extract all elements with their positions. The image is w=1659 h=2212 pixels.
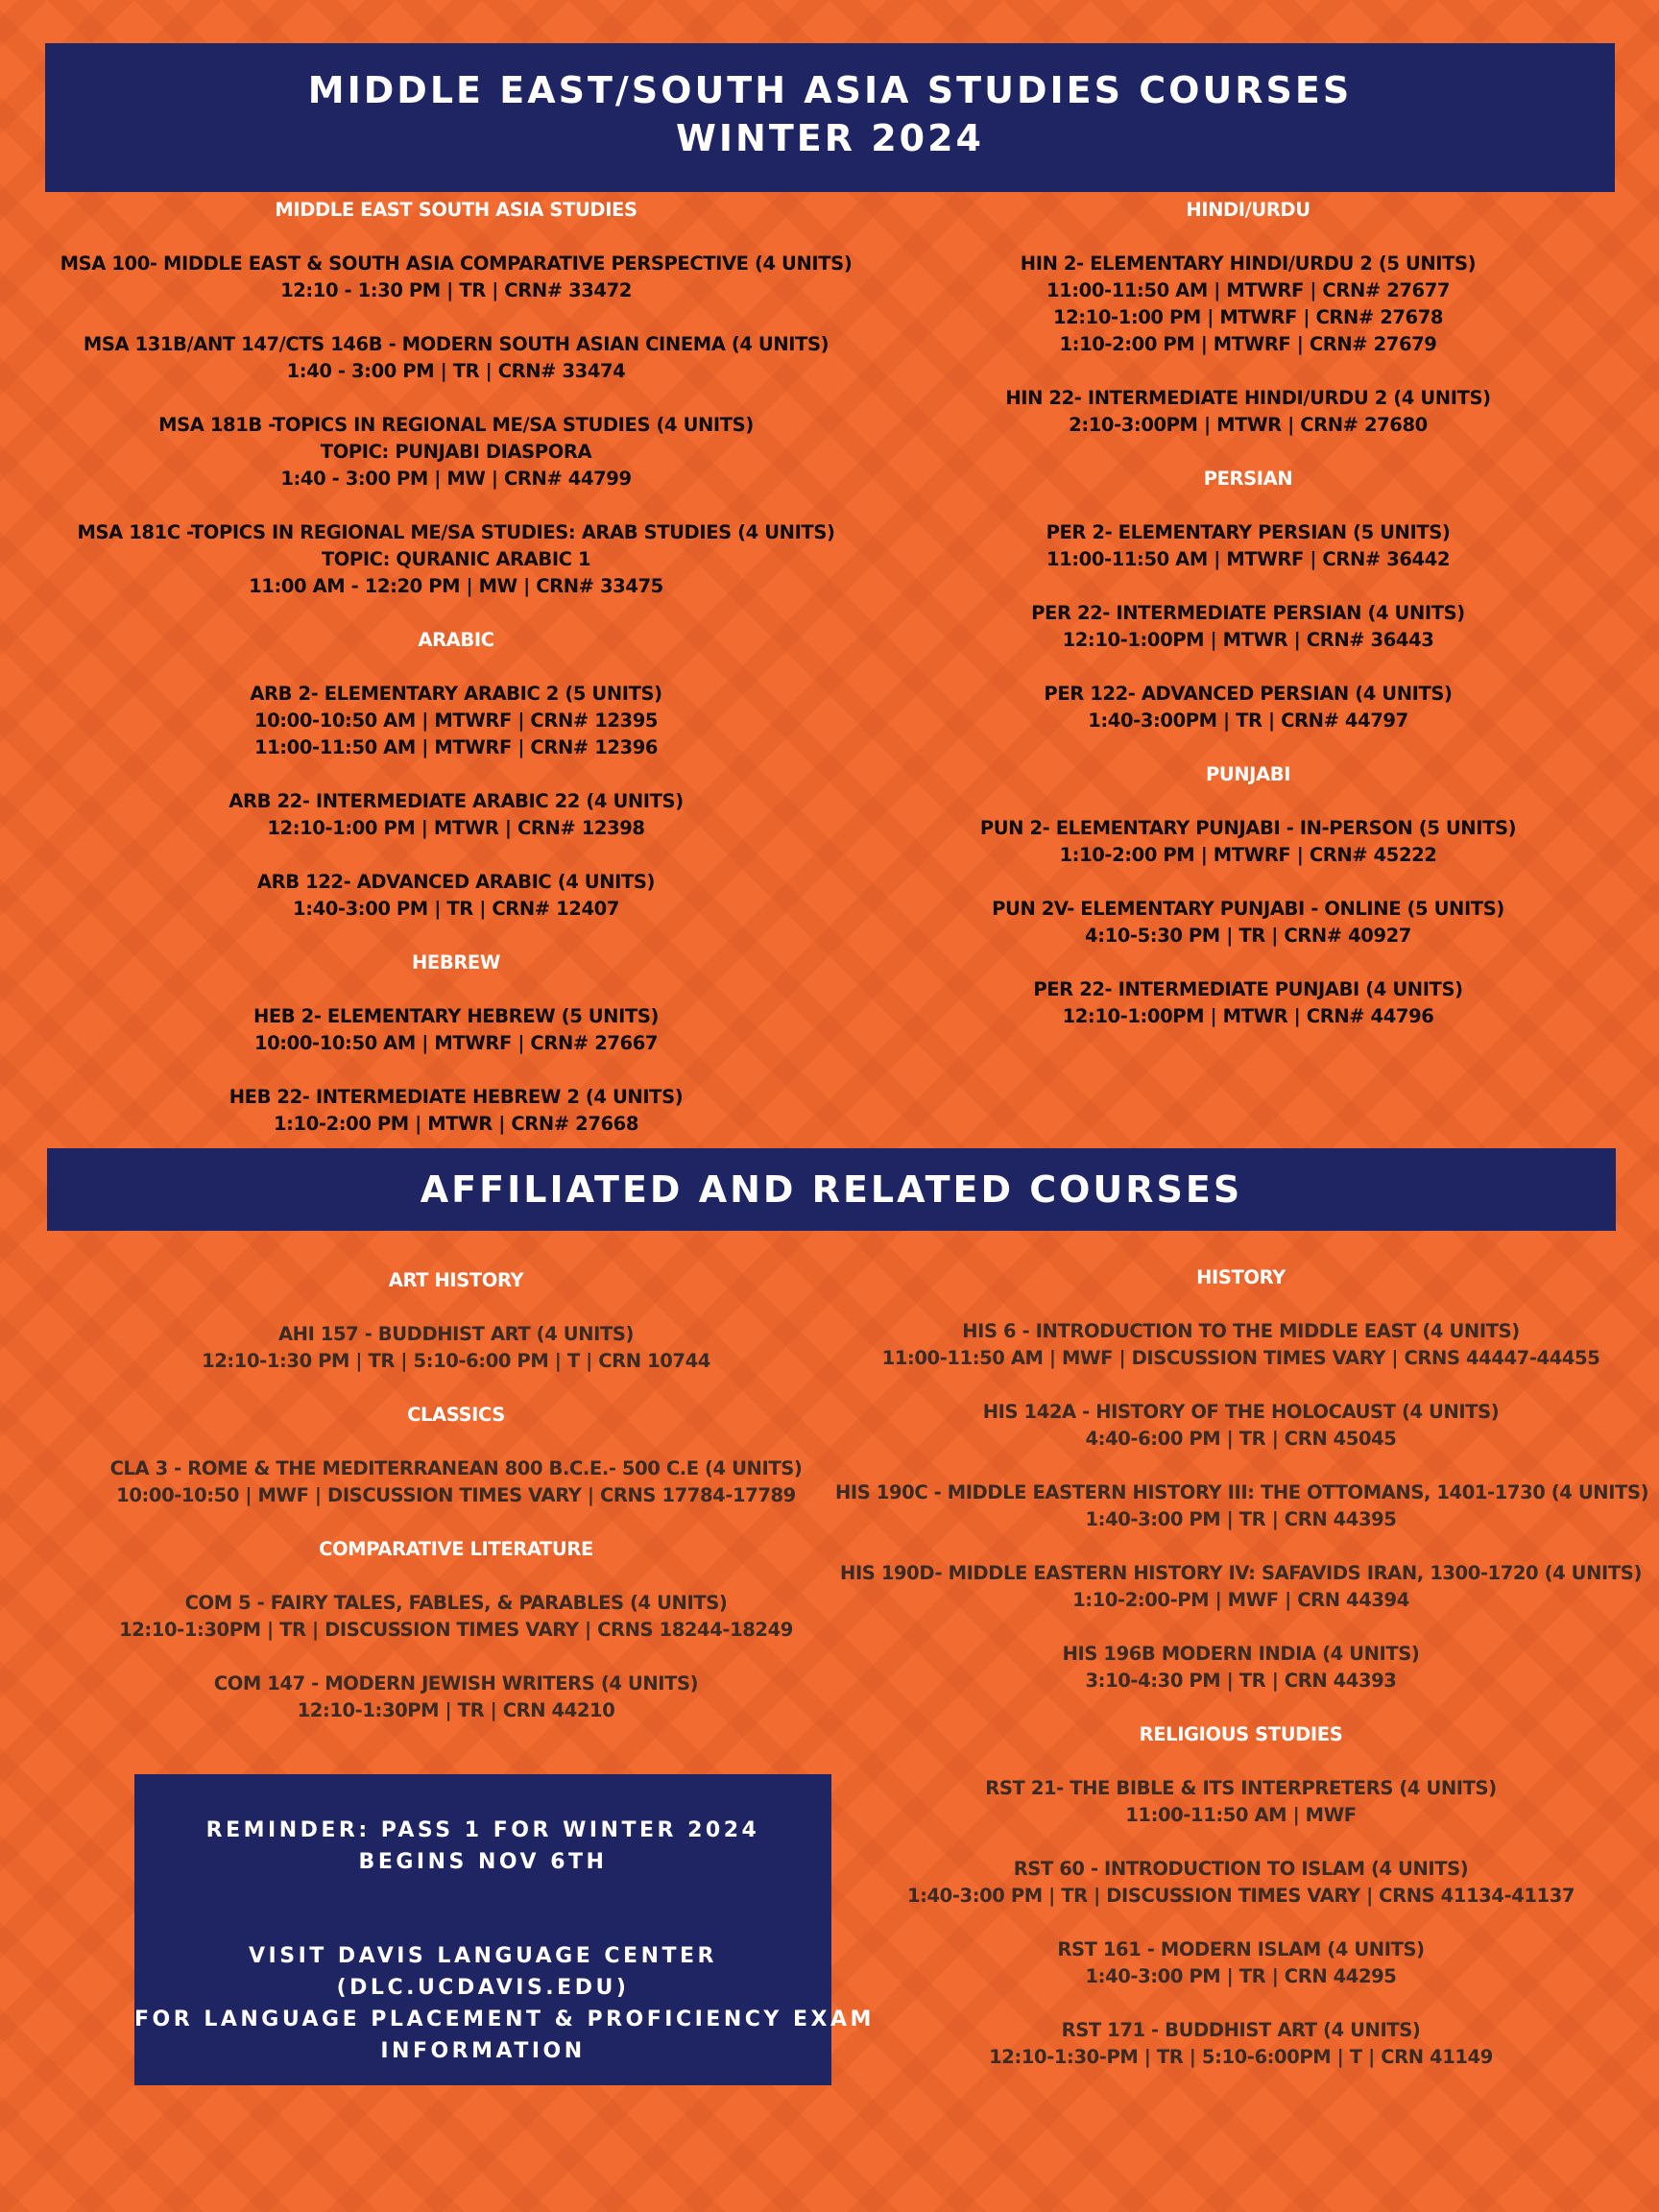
course-title: HEB 22- INTERMEDIATE HEBREW 2 (4 UNITS) <box>228 1086 684 1108</box>
course-schedule: 1:40 - 3:00 PM | TR | CRN# 33474 <box>286 360 626 382</box>
course-title: RST 21- THE BIBLE & ITS INTERPRETERS (4 UNITS) <box>985 1777 1497 1799</box>
course-entry <box>38 1084 874 1138</box>
course-schedule: 12:10-1:30PM | TR | CRN 44210 <box>297 1699 615 1721</box>
course-title: ARB 22- INTERMEDIATE ARABIC 22 (4 UNITS) <box>228 790 684 812</box>
course-title: HIS 6 - INTRODUCTION TO THE MIDDLE EAST (4 UNITS) <box>962 1320 1520 1342</box>
mesa-courses-right-column <box>912 197 1584 1030</box>
course-entry <box>912 976 1584 1030</box>
course-entry <box>38 251 874 304</box>
course-schedule: 10:00-10:50 | MWF | DISCUSSION TIMES VARY | CRNS 17784-17789 <box>116 1484 796 1506</box>
course-schedule: 11:00-11:50 AM | MWF <box>1125 1804 1357 1826</box>
course-title: COM 5 - FAIRY TALES, FABLES, & PARABLES (4 UNITS) <box>184 1592 728 1614</box>
course-title: CLA 3 - ROME & THE MEDITERRANEAN 800 B.C.E.- 500 C.E (4 UNITS) <box>109 1457 803 1479</box>
course-entry <box>835 1318 1647 1372</box>
reminder-line: VISIT DAVIS LANGUAGE CENTER <box>249 1944 717 1968</box>
course-entry <box>38 412 874 493</box>
course-entry <box>835 1775 1647 1829</box>
section-heading: ARABIC <box>418 629 494 651</box>
course-schedule: 11:00-11:50 AM | MWF | DISCUSSION TIMES VARY | CRNS 44447-44455 <box>881 1347 1600 1369</box>
course-schedule: 11:00-11:50 AM | MTWRF | CRN# 36442 <box>1046 548 1451 570</box>
course-entry <box>912 896 1584 950</box>
course-entry <box>912 519 1584 573</box>
course-entry <box>912 681 1584 734</box>
course-title: PER 22- INTERMEDIATE PERSIAN (4 UNITS) <box>1031 602 1465 624</box>
course-entry <box>58 1321 854 1375</box>
reminder-line: FOR LANGUAGE PLACEMENT & PROFICIENCY EXAM <box>134 2008 875 2032</box>
course-entry <box>38 1003 874 1057</box>
course-schedule: 12:10-1:00 PM | MTWRF | CRN# 27678 <box>1052 306 1444 328</box>
course-schedule: 12:10-1:30PM | TR | DISCUSSION TIMES VARY | CRNS 18244-18249 <box>119 1619 793 1641</box>
course-title: HIS 196B MODERN INDIA (4 UNITS) <box>1062 1643 1420 1665</box>
section-heading: COMPARATIVE LITERATURE <box>319 1538 593 1560</box>
course-entry <box>58 1455 854 1509</box>
course-title: PER 22- INTERMEDIATE PUNJABI (4 UNITS) <box>1033 978 1463 1000</box>
reminder-box <box>134 1774 875 2085</box>
course-entry <box>835 1856 1647 1910</box>
course-entry <box>835 1641 1647 1695</box>
course-title: RST 60 - INTRODUCTION TO ISLAM (4 UNITS) <box>1013 1858 1469 1880</box>
course-entry <box>835 1479 1647 1533</box>
course-schedule: 3:10-4:30 PM | TR | CRN 44393 <box>1085 1670 1397 1692</box>
affiliated-courses-banner <box>47 1148 1616 1231</box>
course-entry <box>835 1936 1647 1990</box>
course-entry <box>38 519 874 600</box>
course-schedule: 4:10-5:30 PM | TR | CRN# 40927 <box>1085 925 1411 947</box>
course-schedule: 12:10-1:30 PM | TR | 5:10-6:00 PM | T | CRN 10744 <box>202 1350 710 1372</box>
reminder-line: INFORMATION <box>380 2039 586 2063</box>
course-schedule: 1:40-3:00 PM | TR | DISCUSSION TIMES VARY | CRNS 41134-41137 <box>906 1885 1575 1907</box>
section-heading: PUNJABI <box>1205 763 1291 785</box>
course-schedule: 11:00-11:50 AM | MTWRF | CRN# 27677 <box>1046 279 1451 301</box>
course-schedule: 12:10-1:30-PM | TR | 5:10-6:00PM | T | CRN 41149 <box>989 2046 1493 2068</box>
course-title: HIS 190C - MIDDLE EASTERN HISTORY III: THE OTTOMANS, 1401-1730 (4 UNITS) <box>835 1481 1649 1503</box>
course-title: RST 161 - MODERN ISLAM (4 UNITS) <box>1057 1938 1425 1960</box>
course-schedule: TOPIC: QURANIC ARABIC 1 <box>321 548 591 570</box>
section-heading: MIDDLE EAST SOUTH ASIA STUDIES <box>275 199 637 221</box>
course-schedule: 12:10 - 1:30 PM | TR | CRN# 33472 <box>280 279 632 301</box>
course-entry <box>38 331 874 385</box>
course-entry <box>835 2017 1647 2071</box>
course-schedule: 12:10-1:00PM | MTWR | CRN# 36443 <box>1062 629 1434 651</box>
course-title: HIS 142A - HISTORY OF THE HOLOCAUST (4 UNITS) <box>982 1401 1500 1423</box>
course-title: MSA 181B -TOPICS IN REGIONAL ME/SA STUDIES (4 UNITS) <box>158 414 754 436</box>
section-heading: ART HISTORY <box>388 1269 524 1291</box>
course-title: HEB 2- ELEMENTARY HEBREW (5 UNITS) <box>252 1005 660 1027</box>
course-title: PUN 2V- ELEMENTARY PUNJABI - ONLINE (5 UNITS) <box>992 898 1504 920</box>
section-heading: HEBREW <box>412 951 500 974</box>
affiliated-courses-left-column <box>58 1267 854 1724</box>
course-title: MSA 131B/ANT 147/CTS 146B - MODERN SOUTH ASIAN CINEMA (4 UNITS) <box>83 333 830 355</box>
course-title: PER 2- ELEMENTARY PERSIAN (5 UNITS) <box>1046 521 1451 543</box>
course-title: MSA 100- MIDDLE EAST & SOUTH ASIA COMPARATIVE PERSPECTIVE (4 UNITS) <box>60 252 853 275</box>
course-entry <box>912 251 1584 358</box>
section-heading: CLASSICS <box>407 1404 505 1426</box>
mesa-courses-left-column <box>38 197 874 1138</box>
course-title: ARB 122- ADVANCED ARABIC (4 UNITS) <box>256 871 656 893</box>
course-schedule: 1:40-3:00 PM | TR | CRN 44295 <box>1085 1965 1397 1987</box>
affiliated-courses-right-column <box>835 1264 1647 2071</box>
course-schedule: 1:10-2:00 PM | MTWR | CRN# 27668 <box>273 1113 639 1135</box>
course-title: HIN 2- ELEMENTARY HINDI/URDU 2 (5 UNITS) <box>1020 252 1477 275</box>
course-title: HIS 190D- MIDDLE EASTERN HISTORY IV: SAFAVIDS IRAN, 1300-1720 (4 UNITS) <box>840 1562 1642 1584</box>
course-schedule: 1:40-3:00PM | TR | CRN# 44797 <box>1088 709 1408 732</box>
course-title: RST 171 - BUDDHIST ART (4 UNITS) <box>1061 2019 1421 2041</box>
affiliated-courses-title: AFFILIATED AND RELATED COURSES <box>420 1168 1243 1211</box>
section-heading: HINDI/URDU <box>1186 199 1310 221</box>
course-title: PER 122- ADVANCED PERSIAN (4 UNITS) <box>1044 683 1453 705</box>
course-title: MSA 181C -TOPICS IN REGIONAL ME/SA STUDIES: ARAB STUDIES (4 UNITS) <box>77 521 835 543</box>
course-schedule: 11:00 AM - 12:20 PM | MW | CRN# 33475 <box>249 575 663 597</box>
course-entry <box>58 1671 854 1724</box>
course-schedule: 2:10-3:00PM | MTWR | CRN# 27680 <box>1069 414 1428 436</box>
course-schedule: 4:40-6:00 PM | TR | CRN 45045 <box>1085 1428 1397 1450</box>
page-subtitle-term: WINTER 2024 <box>676 117 984 159</box>
course-title: HIN 22- INTERMEDIATE HINDI/URDU 2 (4 UNITS) <box>1005 387 1491 409</box>
course-entry <box>835 1560 1647 1614</box>
course-schedule: 10:00-10:50 AM | MTWRF | CRN# 27667 <box>253 1032 659 1054</box>
course-schedule: 1:40 - 3:00 PM | MW | CRN# 44799 <box>280 468 632 490</box>
course-schedule: 1:10-2:00-PM | MWF | CRN 44394 <box>1072 1589 1409 1611</box>
course-title: AHI 157 - BUDDHIST ART (4 UNITS) <box>277 1323 635 1345</box>
course-schedule: 12:10-1:00 PM | MTWR | CRN# 12398 <box>267 817 645 839</box>
section-heading: HISTORY <box>1196 1266 1286 1288</box>
course-entry <box>835 1399 1647 1453</box>
course-entry <box>912 815 1584 869</box>
course-title: COM 147 - MODERN JEWISH WRITERS (4 UNITS) <box>213 1672 699 1695</box>
dlc-website-link[interactable]: (DLC.UCDAVIS.EDU) <box>336 1976 630 2000</box>
course-entry <box>38 869 874 923</box>
page-title: MIDDLE EAST/SOUTH ASIA STUDIES COURSES <box>307 69 1353 111</box>
course-schedule: 1:10-2:00 PM | MTWRF | CRN# 45222 <box>1059 844 1437 866</box>
course-schedule: 10:00-10:50 AM | MTWRF | CRN# 12395 <box>253 709 659 732</box>
course-entry <box>58 1590 854 1644</box>
course-title: ARB 2- ELEMENTARY ARABIC 2 (5 UNITS) <box>250 683 662 705</box>
course-schedule: 1:40-3:00 PM | TR | CRN# 12407 <box>293 898 619 920</box>
course-entry <box>38 788 874 842</box>
course-title: PUN 2- ELEMENTARY PUNJABI - IN-PERSON (5 UNITS) <box>979 817 1517 839</box>
reminder-line: REMINDER: PASS 1 FOR WINTER 2024 <box>205 1818 760 1842</box>
course-entry <box>912 600 1584 654</box>
reminder-line: BEGINS NOV 6TH <box>358 1850 608 1874</box>
section-heading: RELIGIOUS STUDIES <box>1139 1723 1343 1745</box>
course-entry <box>38 681 874 761</box>
course-schedule: 1:40-3:00 PM | TR | CRN 44395 <box>1085 1508 1397 1530</box>
course-schedule: 12:10-1:00PM | MTWR | CRN# 44796 <box>1062 1005 1434 1027</box>
section-heading: PERSIAN <box>1203 468 1293 490</box>
page-title-banner <box>45 43 1615 192</box>
course-entry <box>912 385 1584 439</box>
course-schedule: TOPIC: PUNJABI DIASPORA <box>320 441 592 463</box>
course-schedule: 11:00-11:50 AM | MTWRF | CRN# 12396 <box>253 736 659 758</box>
course-schedule: 1:10-2:00 PM | MTWRF | CRN# 27679 <box>1059 333 1437 355</box>
